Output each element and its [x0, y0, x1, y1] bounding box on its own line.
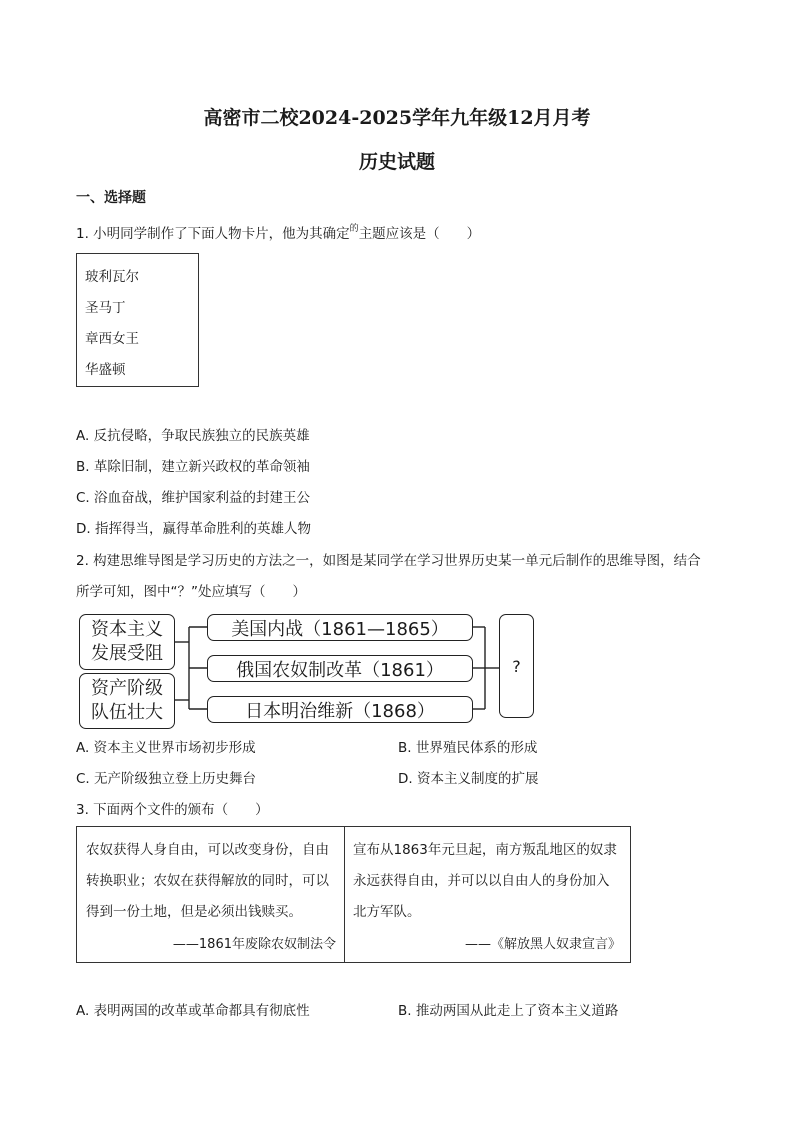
card-name: 章西女王 [85, 331, 139, 347]
left-document-source: ——1861年废除农奴制法令 [172, 937, 336, 952]
right-text-line: 北方军队。 [353, 904, 421, 920]
left-text-line: 农奴获得人身自由，可以改变身份，自由 [86, 842, 329, 858]
mindmap-event-2: 俄国农奴制改革（1861） [207, 655, 473, 682]
table-divider [344, 827, 345, 962]
section-heading: 一、选择题 [76, 190, 146, 206]
q3-option-a[interactable]: A. 表明两国的改革或革命都具有彻底性 [76, 1003, 310, 1019]
card-name: 玻利瓦尔 [85, 269, 139, 285]
q3-stem: 3. 下面两个文件的颁布（ ） [76, 802, 269, 818]
q1-stem [76, 224, 480, 246]
left-text-line: 转换职业；农奴在获得解放的同时，可以 [86, 873, 329, 889]
left-text-line: 得到一份土地，但是必须出钱赎买。 [86, 904, 302, 920]
mindmap-answer-box: ? [499, 614, 534, 718]
q3-option-b[interactable]: B. 推动两国从此走上了资本主义道路 [398, 1003, 619, 1019]
q2-option-c[interactable]: C. 无产阶级独立登上历史舞台 [76, 771, 257, 787]
q2-stem-line2: 所学可知，图中“？”处应填写（ ） [76, 584, 306, 600]
documents-table [76, 826, 631, 963]
q2-option-d[interactable]: D. 资本主义制度的扩展 [398, 771, 539, 787]
q1-stem-part2: 主题应该是（ ） [358, 226, 481, 242]
mind-map [76, 612, 538, 730]
right-text-line: 永远获得自由，并可以以自由人的身份加入 [353, 873, 610, 889]
mindmap-cause-2: 资产阶级 队伍壮大 [79, 673, 175, 729]
right-document-source: ——《解放黑人奴隶宣言》 [464, 937, 621, 952]
q2-stem-line1: 2. 构建思维导图是学习历史的方法之一，如图是某同学在学习世界历史某一单元后制作的思维导图，结合 [76, 553, 701, 569]
right-text-line: 宣布从1863年元旦起，南方叛乱地区的奴隶 [353, 842, 617, 858]
card-name: 圣马丁 [85, 300, 126, 316]
q1-option-b[interactable]: B. 革除旧制，建立新兴政权的革命领袖 [76, 459, 310, 475]
q1-stem-sup: 的 [349, 224, 359, 234]
q1-option-d[interactable]: D. 指挥得当，赢得革命胜利的英雄人物 [76, 521, 311, 537]
exam-subtitle: 历史试题 [358, 151, 435, 173]
exam-title: 高密市二校2024-2025学年九年级12月月考 [203, 107, 591, 129]
q1-option-c[interactable]: C. 浴血奋战，维护国家利益的封建王公 [76, 490, 311, 506]
mindmap-cause-1: 资本主义 发展受阻 [79, 614, 175, 670]
mindmap-event-1: 美国内战（1861—1865） [207, 614, 473, 641]
card-name: 华盛顿 [85, 362, 126, 378]
q1-option-a[interactable]: A. 反抗侵略，争取民族独立的民族英雄 [76, 428, 310, 444]
q2-option-a[interactable]: A. 资本主义世界市场初步形成 [76, 740, 256, 756]
person-card [76, 253, 199, 387]
q1-stem-part1: 1. 小明同学制作了下面人物卡片，他为其确定 [76, 226, 350, 242]
q2-option-b[interactable]: B. 世界殖民体系的形成 [398, 740, 538, 756]
mindmap-event-3: 日本明治维新（1868） [207, 696, 473, 723]
